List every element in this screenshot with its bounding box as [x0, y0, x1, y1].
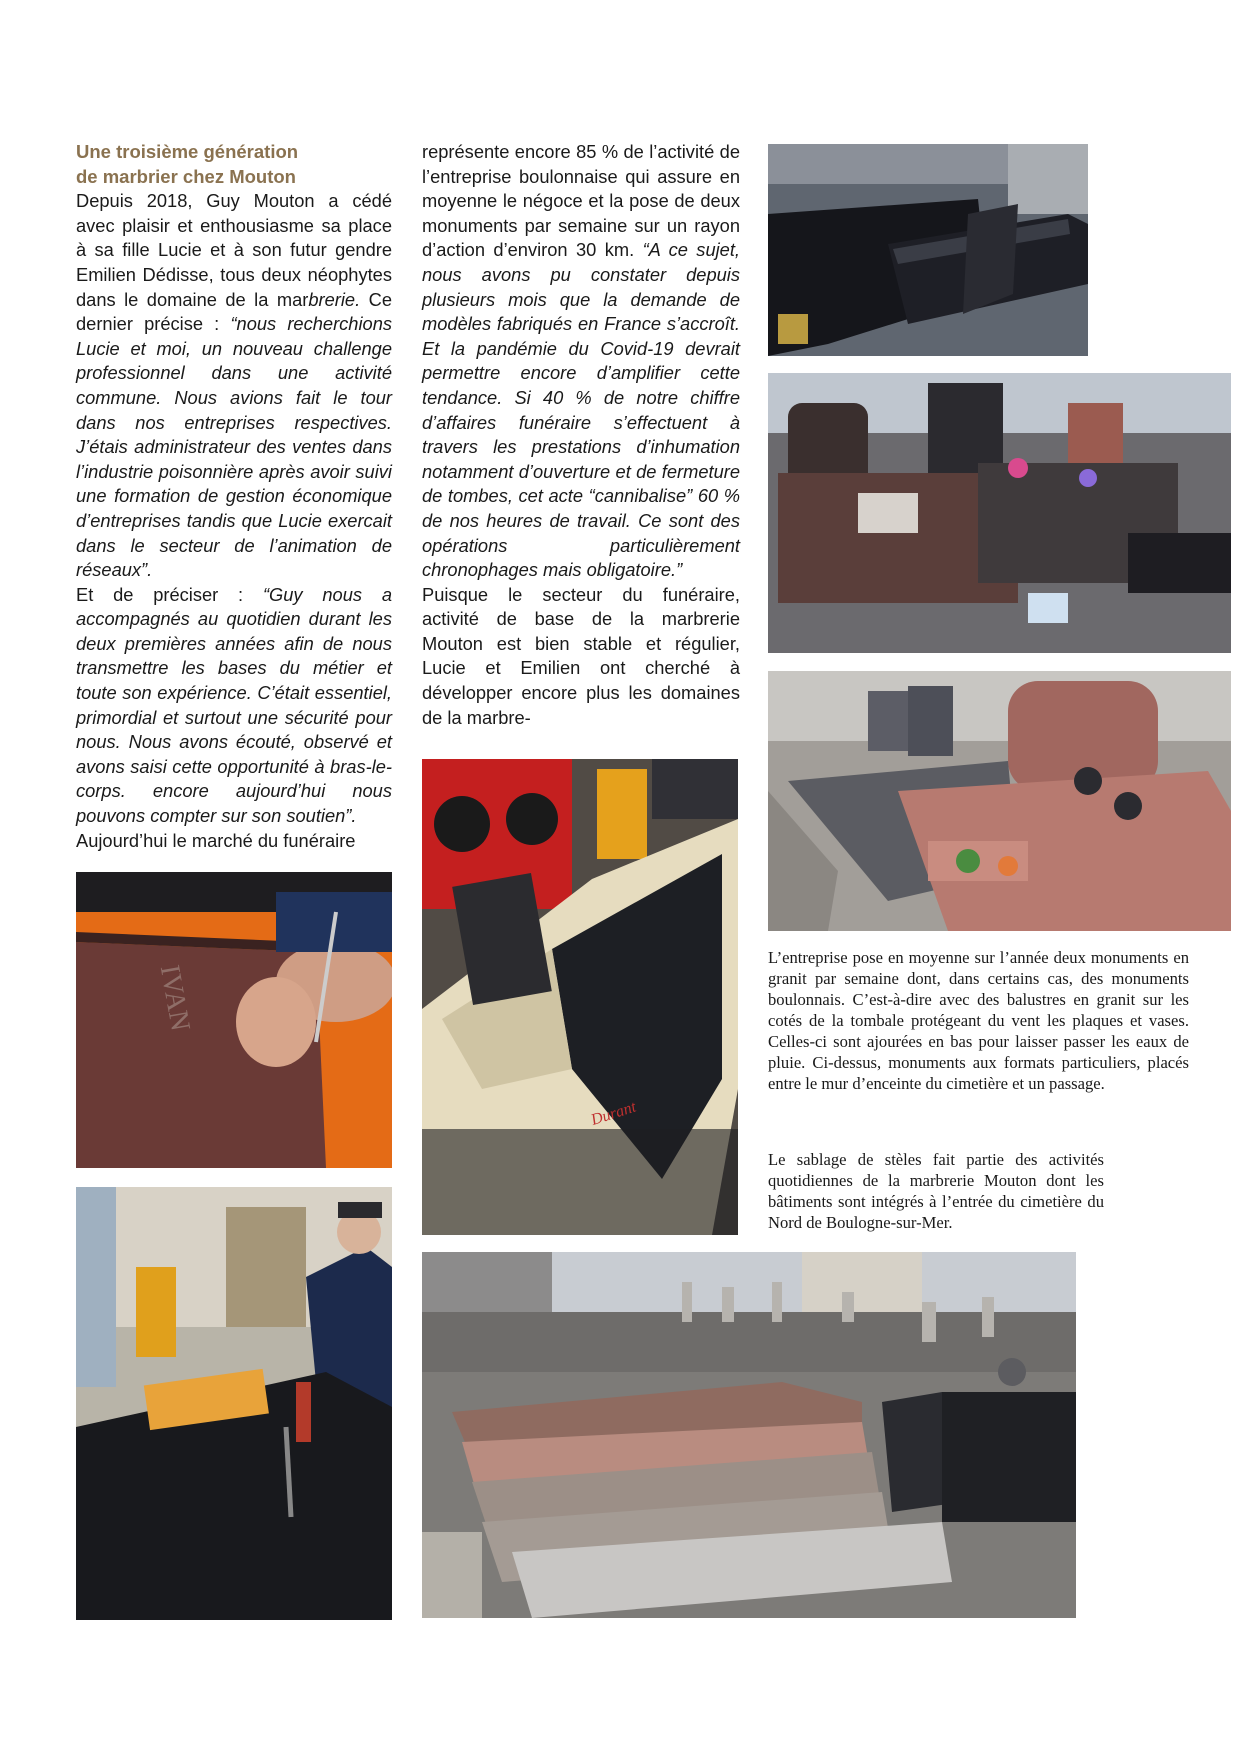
caption-sablage: Le sablage de stèles fait partie des activités quotidiennes de la marbrerie Mouton dont les bâtiments sont intégrés à l’entrée du cimetière du Nord de Boulogne-sur-Mer.: [768, 1150, 1104, 1232]
svg-text:IVAN: IVAN: [153, 962, 196, 1034]
photo-sandblasting-stencil: [422, 759, 738, 1235]
paragraph: Et de préciser : “Guy nous a accompagnés au quotidien durant les deux premières années afin de nous transmettre les bases du métier et toute son expérience. C’était essentiel, primordial et surtout une sécurité pour nous. Nous avons écouté, observé et avons saisi cette opportunité à bras-le-corps. encore aujourd’hui nous pouvons compter sur son soutien”.: [76, 583, 392, 827]
heading-line-2: de marbrier chez Mouton: [76, 165, 296, 187]
section-heading: [76, 140, 392, 189]
svg-text:Durant: Durant: [588, 1098, 639, 1129]
photo-red-granite-monuments: [768, 671, 1231, 931]
paragraph: Depuis 2018, Guy Mouton a cédé avec plaisir et enthousiasme sa place à sa fille Lucie et à son futur gendre Emilien Dédisse, tous deux néophytes dans le domaine de la marbrerie. Ce dernier précise : “nous recherchions Lucie et moi, un nouveau challenge professionnel dans une activité commune. Nous avions fait le tour dans nos entreprises respectives. J’étais administrateur des ventes dans l’industrie poisonnière après avoir suivi une formation de gestion économique d’entreprises tandis que Lucie exercait dans le secteur de l’animation de réseaux”.: [76, 190, 392, 581]
article-column-2: [422, 140, 740, 730]
article-column-1: [76, 140, 392, 853]
paragraph: Puisque le secteur du funéraire, activité de base de la marbrerie Mouton est bien stable et régulier, Lucie et Emilien ont cherché à développer encore plus les domaines de la marbre-: [422, 583, 740, 728]
paragraph: représente encore 85 % de l’activité de l’entreprise boulonnaise qui assure en moyenne le négoce et la pose de deux monuments par semaine sur un rayon d’action d’environ 30 km. “A ce sujet, nous avons pu constater depuis plusieurs mois que la demande de modèles fabriqués en France s’accroît. Et la pandémie du Covid-19 devrait permettre encore d’amplifier cette tendance. Si 40 % de notre chiffre d’affaires funéraire s’effectuent à travers les prestations d’inhumation notamment d’ouverture et de fermeture de tombes, cet acte “cannibalise” 60 % de nos heures de travail. Ce sont des opérations particulièrement chronophages mais obligatoire.”: [422, 141, 740, 581]
photo-stacked-slabs: [422, 1252, 1076, 1618]
photo-cemetery-monuments: [768, 373, 1231, 653]
photo-engraving: [76, 872, 392, 1168]
photo-workshop-worker: [76, 1187, 392, 1620]
heading-line-1: Une troisième génération: [76, 141, 299, 162]
photo-granite-slabs: [768, 144, 1088, 356]
paragraph: Aujourd’hui le marché du funéraire: [76, 829, 356, 851]
caption-monuments: L’entreprise pose en moyenne sur l’année deux monuments en granit par semaine dont, dans certains cas, des monuments boulonnais. C’est-à-dire avec des balustres en granit sur les cotés de la tombale protégeant du vent les plaques et vases. Celles-ci sont ajourées en bas pour laisser passer les eaux de pluie. Ci-dessus, monuments aux formats particuliers, placés entre le mur d’enceinte du cimetière et un passage.: [768, 948, 1189, 1093]
